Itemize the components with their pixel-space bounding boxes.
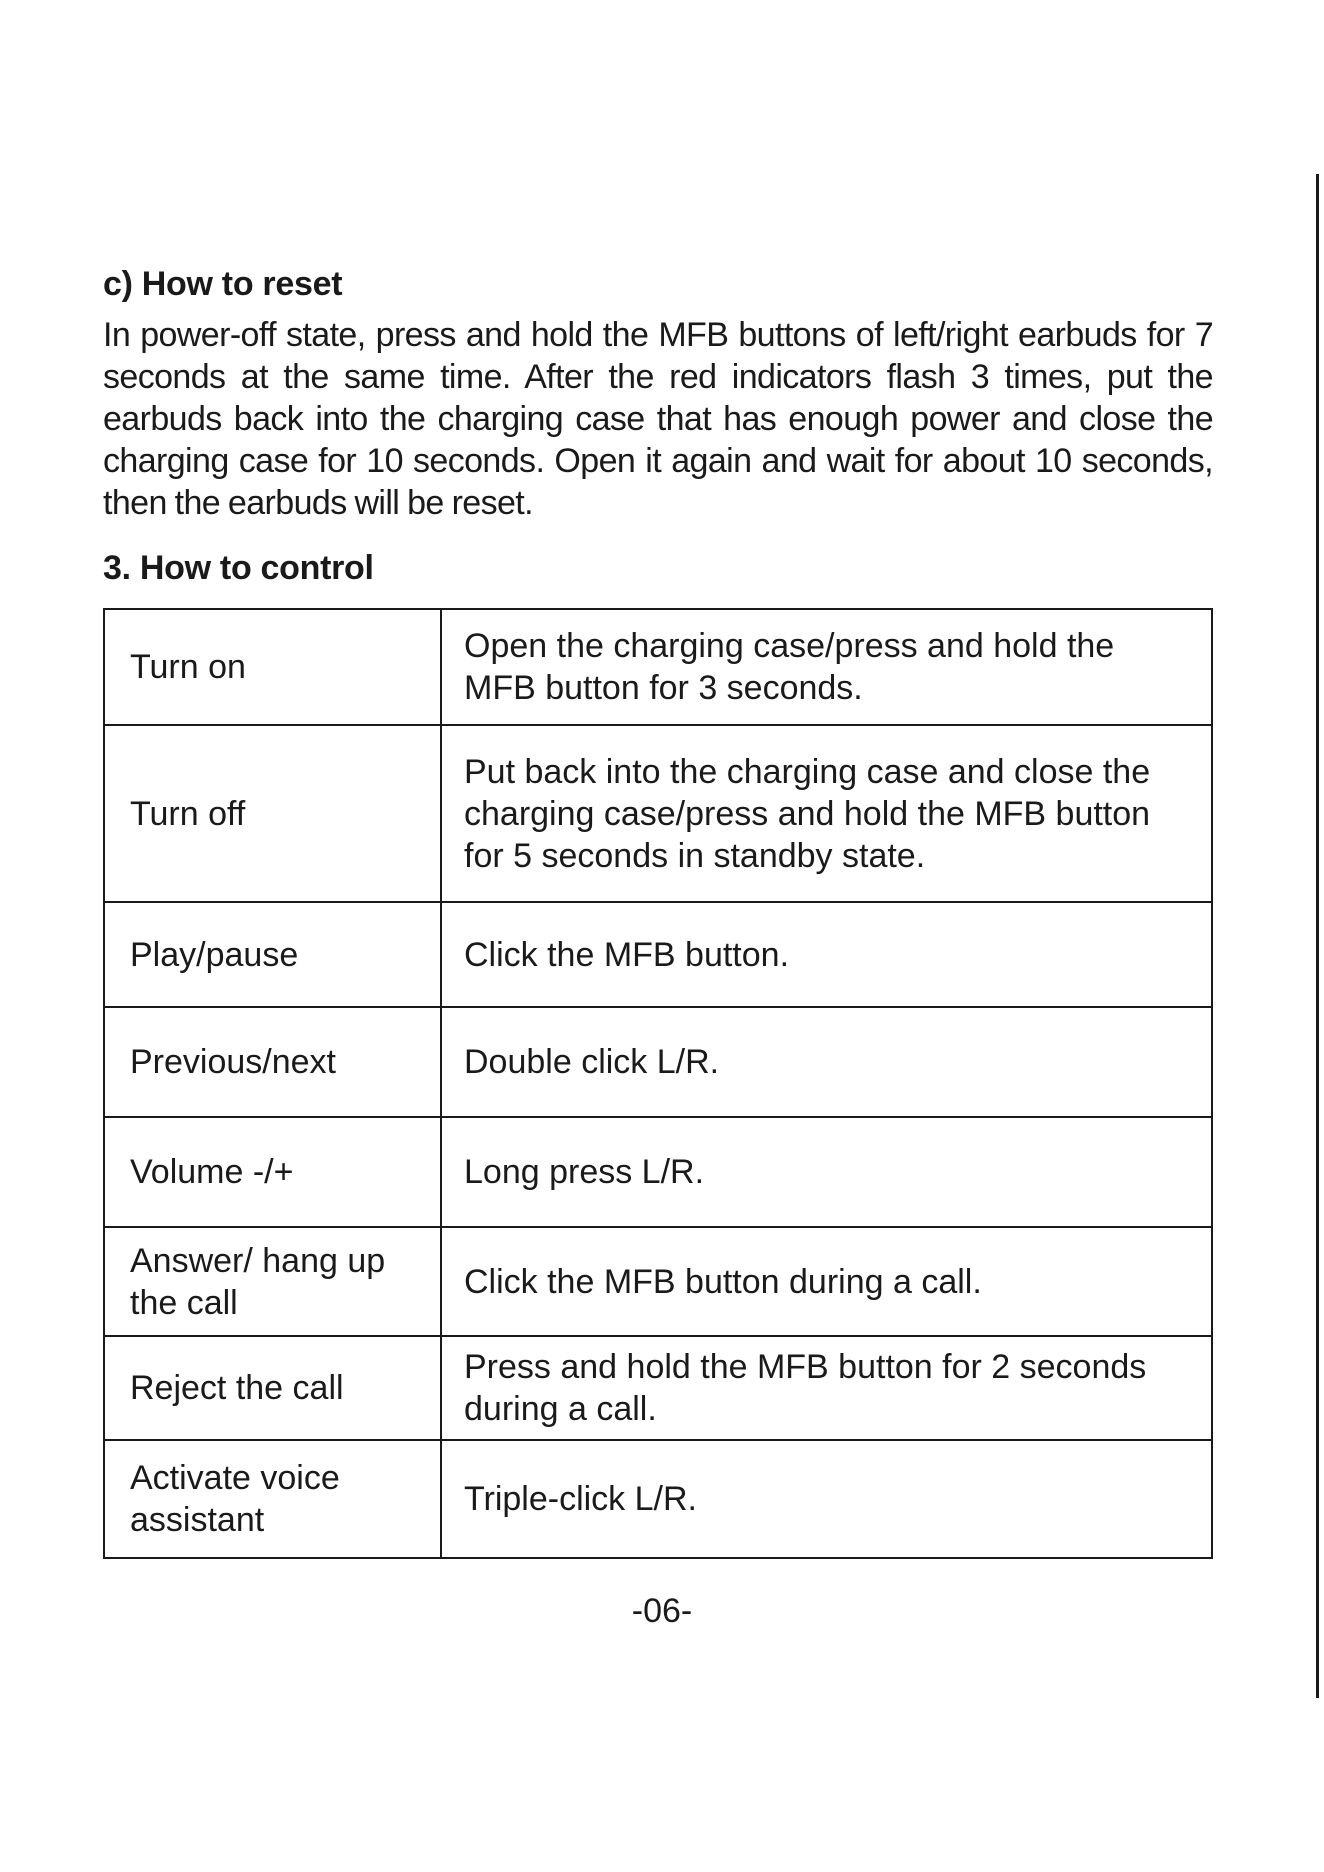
page-number: -06- (631, 1592, 693, 1630)
action-cell: Answer/ hang up the call (104, 1227, 441, 1336)
action-cell: Volume -/+ (104, 1117, 441, 1227)
description-cell: Click the MFB button. (441, 902, 1212, 1007)
table-row (104, 1007, 1212, 1117)
action-cell: Reject the call (104, 1336, 441, 1440)
action-cell: Play/pause (104, 902, 441, 1007)
table-row (104, 725, 1212, 902)
table-row (104, 609, 1212, 725)
reset-heading: c) How to reset (103, 265, 343, 303)
control-table (103, 608, 1213, 1559)
action-cell: Turn on (104, 609, 441, 725)
page-content (103, 262, 1213, 1559)
action-cell: Activate voice assistant (104, 1440, 441, 1558)
action-cell: Turn off (104, 725, 441, 902)
description-cell: Put back into the charging case and close the charging case/press and hold the MFB button for 5 seconds in standby state. (441, 725, 1212, 902)
description-cell: Click the MFB button during a call. (441, 1227, 1212, 1336)
table-row (104, 902, 1212, 1007)
reset-paragraph: In power-off state, press and hold the MFB buttons of left/right earbuds for 7 seconds at the same time. After the red indicators flash 3 times, put the earbuds back into the charging case that has enough power and close the charging case for 10 seconds. Open it again and wait for about 10 seconds, then the earbuds will be reset. (103, 316, 1213, 522)
table-row (104, 1440, 1212, 1558)
action-cell: Previous/next (104, 1007, 441, 1117)
description-cell: Open the charging case/press and hold the MFB button for 3 seconds. (441, 609, 1212, 725)
table-row (104, 1227, 1212, 1336)
table-row (104, 1117, 1212, 1227)
description-cell: Long press L/R. (441, 1117, 1212, 1227)
description-cell: Press and hold the MFB button for 2 seconds during a call. (441, 1336, 1212, 1440)
description-cell: Double click L/R. (441, 1007, 1212, 1117)
table-row (104, 1336, 1212, 1440)
description-cell: Triple-click L/R. (441, 1440, 1212, 1558)
page-edge-line (1316, 174, 1319, 1698)
control-heading: 3. How to control (103, 549, 374, 587)
